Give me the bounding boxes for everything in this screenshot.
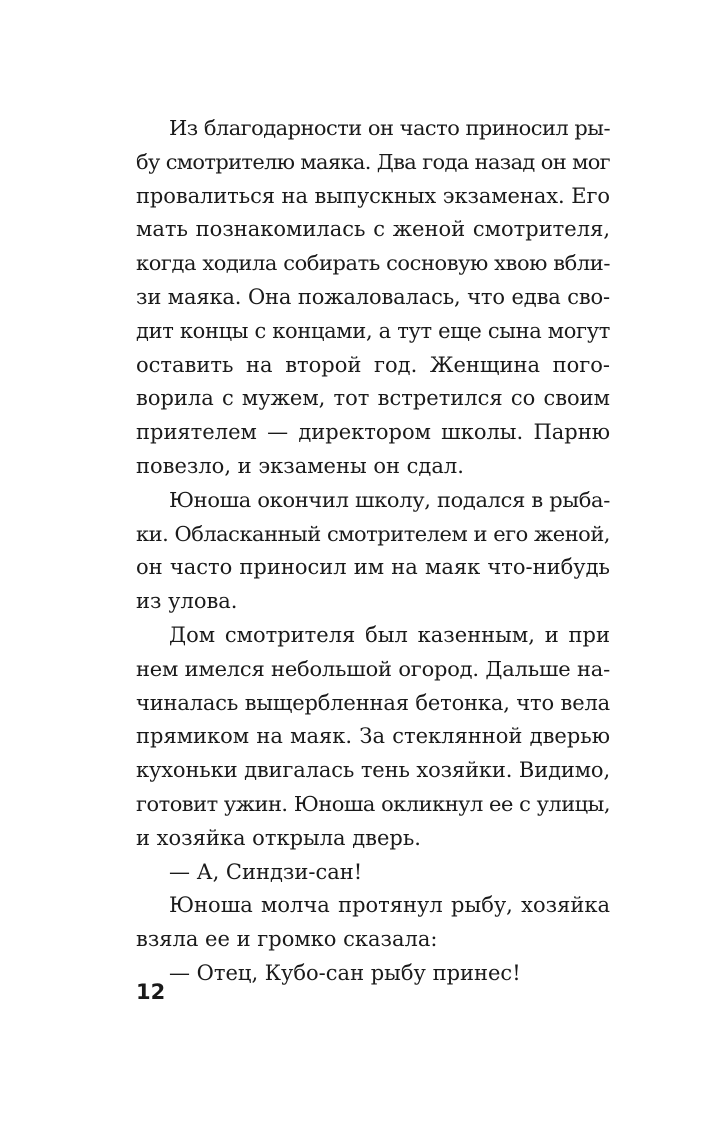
text-line: готовит ужин. Юноша окликнул ее с улицы, <box>136 791 610 816</box>
page-number: 12 <box>136 980 166 1004</box>
text-line: из улова. <box>136 589 238 614</box>
text-line: кухоньки двигалась тень хозяйки. Видимо, <box>136 758 610 783</box>
text-line: зи маяка. Она пожаловалась, что едва сво- <box>136 284 610 309</box>
text-line: Из благодарности он часто приносил ры- <box>169 116 610 140</box>
text-line: ворила с мужем, тот встретился со своим <box>136 386 610 411</box>
text-line: бу смотрителю маяка. Два года назад он мог <box>136 149 610 174</box>
text-line: Юноша окончил школу, подался в рыба- <box>169 487 610 512</box>
text-line: провалиться на выпускных экзаменах. Его <box>136 183 610 208</box>
text-line: повезло, и экзамены он сдал. <box>136 453 464 478</box>
text-line: прямиком на маяк. За стеклянной дверью <box>136 724 610 749</box>
text-line: нем имелся небольшой огород. Дальше на- <box>136 656 610 681</box>
text-line: Дом смотрителя был казенным, и при <box>169 622 610 647</box>
text-line: ки. Обласканный смотрителем и его женой, <box>136 521 610 546</box>
text-line: мать познакомилась с женой смотрителя, <box>136 217 610 242</box>
text-line: он часто приносил им на маяк что-нибудь <box>136 555 610 580</box>
text-line: Юноша молча протянул рыбу, хозяйка <box>169 893 610 918</box>
text-line: взяла ее и громко сказала: <box>136 927 438 952</box>
text-line: приятелем — директором школы. Парню <box>136 420 610 445</box>
text-line: когда ходила собирать сосновую хвою вбли- <box>136 251 610 276</box>
body-text <box>136 112 610 991</box>
text-line: — Отец, Кубо-сан рыбу принес! <box>169 960 521 985</box>
text-line: чиналась выщербленная бетонка, что вела <box>136 690 610 715</box>
text-line: дит концы с концами, а тут еще сына могут <box>136 318 610 343</box>
text-line: оставить на второй год. Женщина пого- <box>136 352 610 377</box>
text-line: и хозяйка открыла дверь. <box>136 825 421 850</box>
text-line: — А, Синдзи-сан! <box>169 859 363 884</box>
